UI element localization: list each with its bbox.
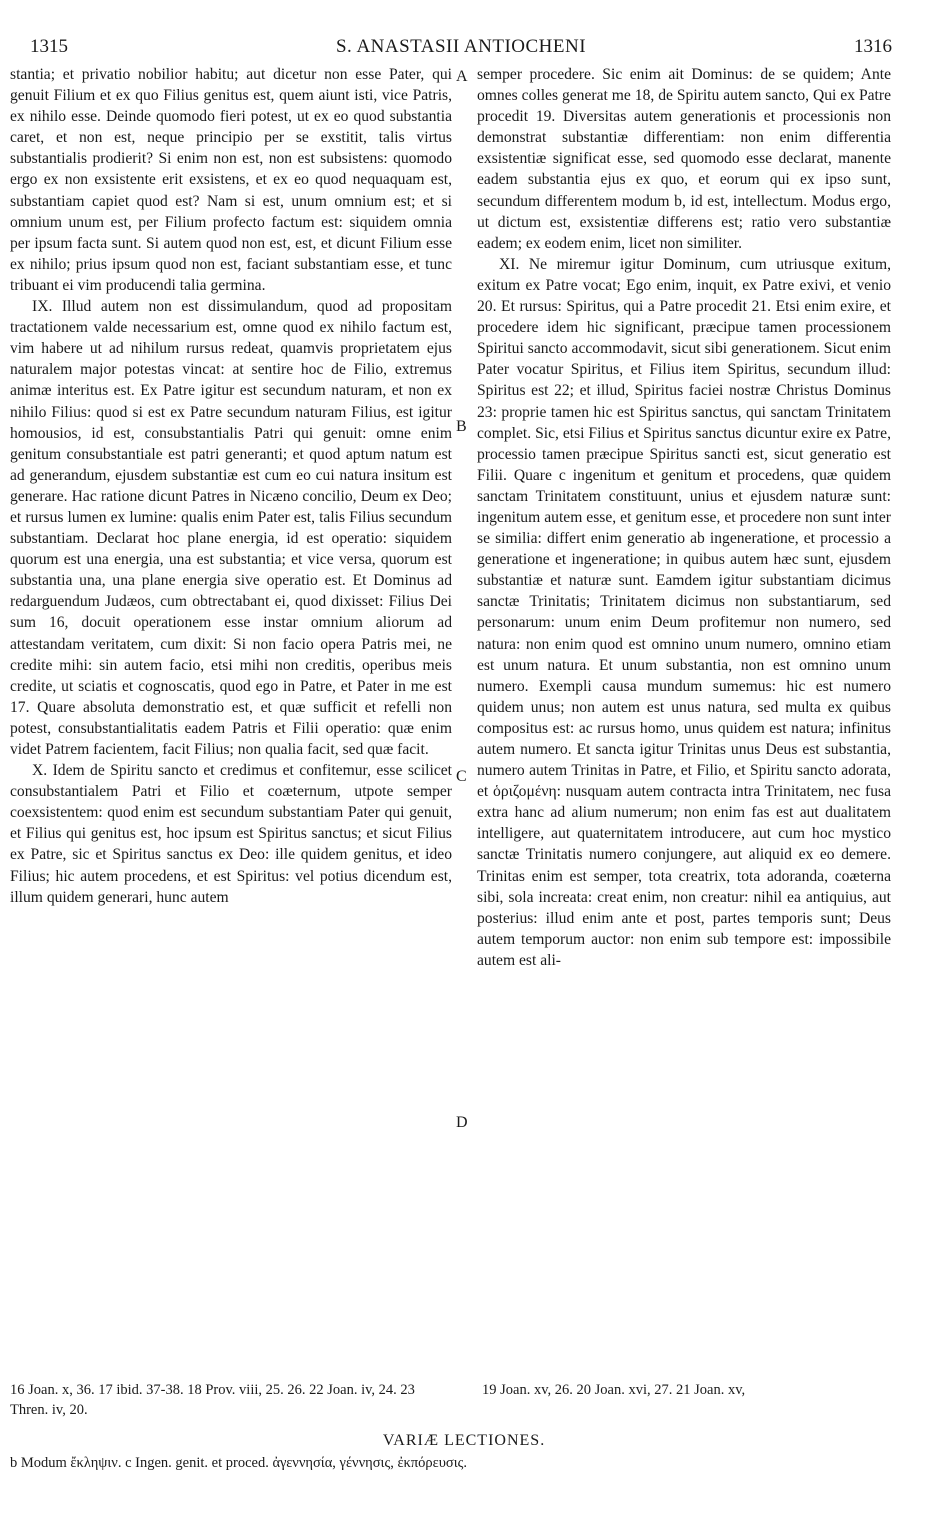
page-number-right: 1316 — [854, 36, 892, 57]
paragraph-continuation-right: semper procedere. Sic enim ait Dominus: de se quidem; Ante omnes colles generat me 18, de Spiritu autem sancto, Qui ex Patre procedit 19. Diversitas autem generationis et processionis non demonstrat substantiæ differentiam: non enim differentia exsistentiæ significat esse, sed quomodo esse declarat, manente eadem substantia ejus ex quo, et eorum qui ex ipso sunt, secundum differentem modum b, id est, intellectum. Modus ergo, ut dictum est, exsistentiæ differens est; ratio vero substantiæ eadem; ex eodem enim, licet non similiter. — [477, 66, 891, 252]
variae-lectiones-title: VARIÆ LECTIONES. — [382, 1432, 546, 1449]
left-column — [10, 64, 452, 908]
margin-letter-b: B — [456, 418, 467, 435]
paragraph-ix: IX. Illud autem non est dissimulandum, quod ad propositam tractationem valde necessarium est, omne quod ex nihilo factum est, vim habere ut ad nihilum rursus redeat, quamvis proprietatem ejus naturalem major potestas vincat: at sentire hoc de Filio, extremus animæ interitus est. Ex Patre igitur est secundum naturam, et non ex nihilo Filius: quod si est ex Patre secundum naturam Filius, est igitur homousios, id est, consubstantialis Patri qui genuit: omne enim genitum consubstantiale est patri generanti; et quod aptum natum est ad generandum, ejusdem substantiæ est cum eo cui natura insitum est generare. Hac ratione dicunt Patres in Nicæno concilio, Deum ex Deo; et rursus lumen ex lumine: qualis enim Pater est, talis Filius secundum substantiam. Declarat hoc plane energia, id est operatio: siquidem quorum est una energia, una est substantia; et vice versa, quorum est substantia una, una plane energia sive operatio est. Et Dominus ad redarguendum Judæos, cum obtrectabant ei, quod dixisset: Filius Dei sum 16, docuit operationem esse instar omnium aliorum ad attestandam veritatem, cum dixit: Si non facio opera Patris mei, ne credite mihi: sin autem facio, etsi mihi non creditis, operibus meis credite, ut sciatis et cognoscatis, quod ego in Patre, et Pater in me est 17. Quare absoluta demonstratio est, et quæ sufficit et refelli non potest, consubstantialitatis eadem Patris et Filii operatio: quæ enim videt Patrem facientem, facit Filius; non qualia facit, sed quæ facit. — [10, 298, 452, 758]
margin-letter-c: C — [456, 768, 467, 785]
margin-letter-a: A — [456, 68, 468, 85]
page-number-left: 1315 — [30, 36, 68, 57]
paragraph-x: X. Idem de Spiritu sancto et credimus et confitemur, esse scilicet consubstantialem Patri et Filio et coæternum, utpote semper coexsistentem: quod enim est secundum substantiam Pater qui genuit, et Filius qui genitus est, hoc ipsum est Spiritus sanctus; et sicut Filius ex Patre, sic et Spiritus sanctus ex Deo: ille quidem genitus, et ideo Filius; hic autem procedens, et est Spiritus: vel potius dicendum est, illum quidem generari, hunc autem — [10, 762, 452, 906]
variae-lectiones-lines: b Modum ἔκληψιν. c Ingen. genit. et proced. ἀγεννησία, γέννησις, ἐκπόρευσις. — [10, 1455, 468, 1471]
footnotes-left: 16 Joan. x, 36. 17 ibid. 37-38. 18 Prov. viii, 25. 26. 22 Joan. iv, 24. 23 Thren. iv, 20. — [10, 1382, 415, 1418]
paragraph-continuation: stantia; et privatio nobilior habitu; aut dicetur non esse Pater, qui genuit Filium et ex quo Filius genitus est, quem aiunt isti, vice Patris, ex nihilo esse. Deinde quomodo fieri potest, ut ex eo quod substantia caret, et non est, neque principio per se exstitit, talis virtus substantialis prodierit? Si enim non est, non est subsistens: quomodo ergo ex non exsistente erit exsistens, et ex eo quod nequaquam est, substantiam capiet quod est? Nam si est, unum omnium est; et si omnium unum est, per Filium profecto factum est: siquidem omnia per ipsum facta sunt. Si autem quod non est, est, et dicunt Filium esse ex nihilo; prius ipsum quod non est, faciant substantiam esse, et tunc tribuant ei vim producendi talia germina. — [10, 66, 452, 294]
page-header — [30, 36, 892, 60]
footnotes-right: 19 Joan. xv, 26. 20 Joan. xvi, 27. 21 Joan. xv, — [482, 1382, 746, 1398]
right-column — [477, 64, 891, 971]
running-title: S. ANASTASII ANTIOCHENI — [335, 36, 587, 57]
margin-letter-d: D — [456, 1114, 468, 1131]
paragraph-xi: XI. Ne miremur igitur Dominum, cum utriusque exitum, exitum ex Patre vocat; Ego enim, inquit, ex Patre exivi, et venio 20. Et rursus: Spiritus, qui a Patre procedit 21. Etsi enim exire, et procedere idem hic significant, præcipue tamen processionem Spiritui sancto accommodavit, sicut sibi generationem. Sicut enim Pater vocatur Spiritus, et Filius item Spiritus, secundum illud: Spiritus est 22; et illud, Spiritus faciei nostræ Christus Dominus 23: proprie tamen hic est Spiritus sanctus, qui sanctam Trinitatem complet. Sic, etsi Filius et Spiritus sanctus dicuntur exire ex Patre, processio tamen præcipue Spiritus sancti est, sicut generatio est Filii. Quare c ingenitum et genitum et procedens, quæ quidem sanctam Trinitatem constituunt, unius et ejusdem naturæ sunt: ingenitum autem esse, et genitum esse, et procedere non sunt inter se similia: differt enim generatio ab ingeneratione, et processio a generatione et ingeneratione; in quibus autem hæc sunt, ejusdem substantiæ et naturæ sunt. Eamdem igitur substantiam dicimus sanctæ Trinitatis; Trinitatem dicimus non substantiarum, sed personarum: unum enim Deum profitemur non numero, sed natura: non enim quod est omnino unum numero, omnino etiam est unum natura. Et unum substantia, non est omnino unum numero. Exempli causa mundum sumemus: hic est numero quidem unus; non autem est unus natura, sed multa ex quibus compositus est: ac rursus homo, unus quidem est natura; infinitus autem numero. Et sancta igitur Trinitas unus Deus est substantia, numero autem Trinitas in Patre, et Filio, et Spiritu sancto adorata, et ὁριζομένη: nusquam autem contracta intra Trinitatem, nec fusa extra hanc ad alium numerum; non enim fas est aut dualitatem intelligere, aut quaternitatem introducere, aut cum hoc mystico sanctæ Trinitatis numero conjungere, aut aliquid ex eo demere. Trinitas enim est semper, tota creatrix, tota adoranda, coæterna sibi, sola increata: creat enim, non creatur: nihil ea antiquius, aut posterius: illud enim ante et post, partes temporis sunt; Deus autem temporum auctor: non enim sub tempore est: impossibile autem est ali- — [477, 255, 891, 969]
